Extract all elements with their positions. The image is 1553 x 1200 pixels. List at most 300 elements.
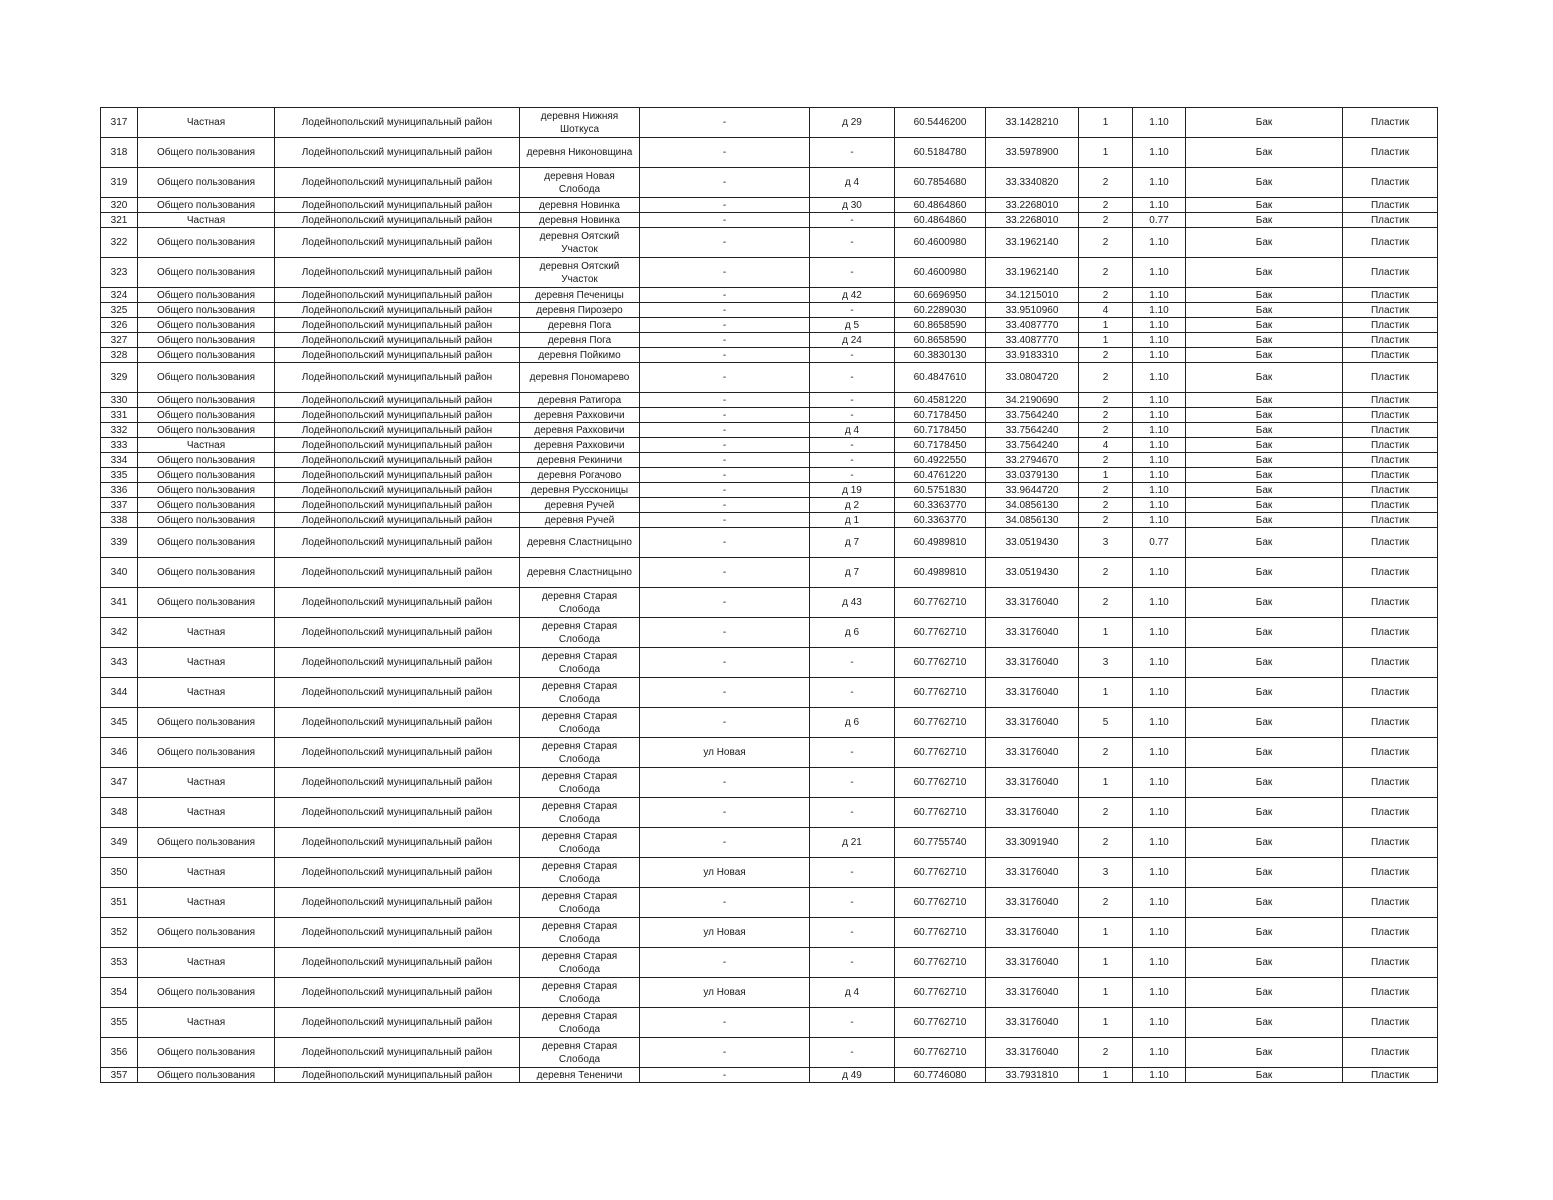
- container-volume-cell: 1.10: [1133, 453, 1186, 468]
- street-cell: -: [640, 333, 810, 348]
- container-type-cell: Бак: [1186, 228, 1343, 258]
- ownership-type-cell: Общего пользования: [138, 408, 275, 423]
- table-row: [101, 138, 1438, 168]
- house-cell: д 4: [810, 978, 895, 1008]
- container-material-cell: Пластик: [1343, 303, 1438, 318]
- container-volume-cell: 0.77: [1133, 213, 1186, 228]
- container-type-cell: Бак: [1186, 408, 1343, 423]
- container-type-cell: Бак: [1186, 888, 1343, 918]
- house-cell: д 1: [810, 513, 895, 528]
- container-type-cell: Бак: [1186, 363, 1343, 393]
- container-volume-cell: 1.10: [1133, 888, 1186, 918]
- row-number-cell: 344: [101, 678, 138, 708]
- ownership-type-cell: Частная: [138, 888, 275, 918]
- longitude-cell: 33.1428210: [986, 108, 1079, 138]
- house-cell: д 21: [810, 828, 895, 858]
- container-count-cell: 2: [1079, 363, 1133, 393]
- container-count-cell: 1: [1079, 138, 1133, 168]
- container-volume-cell: 1.10: [1133, 108, 1186, 138]
- table-row: [101, 108, 1438, 138]
- container-volume-cell: 1.10: [1133, 288, 1186, 303]
- container-count-cell: 2: [1079, 228, 1133, 258]
- settlement-cell: деревня Старая Слобода: [520, 738, 640, 768]
- container-material-cell: Пластик: [1343, 258, 1438, 288]
- row-number-cell: 357: [101, 1068, 138, 1083]
- latitude-cell: 60.7762710: [895, 798, 986, 828]
- row-number-cell: 333: [101, 438, 138, 453]
- row-number-cell: 355: [101, 1008, 138, 1038]
- house-cell: -: [810, 858, 895, 888]
- street-cell: -: [640, 828, 810, 858]
- street-cell: -: [640, 468, 810, 483]
- latitude-cell: 60.7854680: [895, 168, 986, 198]
- house-cell: д 24: [810, 333, 895, 348]
- settlement-cell: деревня Рекиничи: [520, 453, 640, 468]
- container-type-cell: Бак: [1186, 858, 1343, 888]
- ownership-type-cell: Общего пользования: [138, 513, 275, 528]
- latitude-cell: 60.7178450: [895, 423, 986, 438]
- ownership-type-cell: Общего пользования: [138, 258, 275, 288]
- container-volume-cell: 1.10: [1133, 363, 1186, 393]
- settlement-cell: деревня Рахковичи: [520, 438, 640, 453]
- house-cell: д 6: [810, 708, 895, 738]
- settlement-cell: деревня Ратигора: [520, 393, 640, 408]
- ownership-type-cell: Общего пользования: [138, 348, 275, 363]
- longitude-cell: 33.7564240: [986, 408, 1079, 423]
- row-number-cell: 351: [101, 888, 138, 918]
- district-cell: Лодейнопольский муниципальный район: [275, 528, 520, 558]
- longitude-cell: 33.2268010: [986, 213, 1079, 228]
- table-row: [101, 798, 1438, 828]
- container-type-cell: Бак: [1186, 588, 1343, 618]
- container-type-cell: Бак: [1186, 708, 1343, 738]
- latitude-cell: 60.7762710: [895, 618, 986, 648]
- row-number-cell: 338: [101, 513, 138, 528]
- container-volume-cell: 1.10: [1133, 918, 1186, 948]
- table-row: [101, 678, 1438, 708]
- longitude-cell: 33.3176040: [986, 858, 1079, 888]
- container-material-cell: Пластик: [1343, 948, 1438, 978]
- ownership-type-cell: Общего пользования: [138, 483, 275, 498]
- container-volume-cell: 1.10: [1133, 498, 1186, 513]
- row-number-cell: 334: [101, 453, 138, 468]
- street-cell: -: [640, 288, 810, 303]
- row-number-cell: 356: [101, 1038, 138, 1068]
- container-volume-cell: 1.10: [1133, 348, 1186, 363]
- container-count-cell: 1: [1079, 1008, 1133, 1038]
- street-cell: -: [640, 393, 810, 408]
- container-type-cell: Бак: [1186, 483, 1343, 498]
- district-cell: Лодейнопольский муниципальный район: [275, 228, 520, 258]
- table-row: [101, 198, 1438, 213]
- container-material-cell: Пластик: [1343, 738, 1438, 768]
- longitude-cell: 33.3176040: [986, 948, 1079, 978]
- settlement-cell: деревня Ручей: [520, 513, 640, 528]
- latitude-cell: 60.7178450: [895, 438, 986, 453]
- container-volume-cell: 1.10: [1133, 483, 1186, 498]
- container-count-cell: 2: [1079, 213, 1133, 228]
- container-type-cell: Бак: [1186, 1008, 1343, 1038]
- table-row: [101, 303, 1438, 318]
- container-material-cell: Пластик: [1343, 213, 1438, 228]
- container-material-cell: Пластик: [1343, 558, 1438, 588]
- container-type-cell: Бак: [1186, 738, 1343, 768]
- row-number-cell: 322: [101, 228, 138, 258]
- house-cell: -: [810, 768, 895, 798]
- house-cell: -: [810, 1008, 895, 1038]
- container-count-cell: 5: [1079, 708, 1133, 738]
- settlement-cell: деревня Тененичи: [520, 1068, 640, 1083]
- district-cell: Лодейнопольский муниципальный район: [275, 558, 520, 588]
- container-volume-cell: 1.10: [1133, 198, 1186, 213]
- street-cell: -: [640, 528, 810, 558]
- settlement-cell: деревня Старая Слобода: [520, 678, 640, 708]
- table-row: [101, 393, 1438, 408]
- container-volume-cell: 1.10: [1133, 558, 1186, 588]
- settlement-cell: деревня Пойкимо: [520, 348, 640, 363]
- table-row: [101, 918, 1438, 948]
- container-volume-cell: 1.10: [1133, 678, 1186, 708]
- row-number-cell: 353: [101, 948, 138, 978]
- table-row: [101, 528, 1438, 558]
- container-volume-cell: 0.77: [1133, 528, 1186, 558]
- longitude-cell: 33.2794670: [986, 453, 1079, 468]
- house-cell: д 49: [810, 1068, 895, 1083]
- street-cell: -: [640, 423, 810, 438]
- row-number-cell: 335: [101, 468, 138, 483]
- container-material-cell: Пластик: [1343, 363, 1438, 393]
- latitude-cell: 60.8658590: [895, 333, 986, 348]
- container-material-cell: Пластик: [1343, 678, 1438, 708]
- container-type-cell: Бак: [1186, 318, 1343, 333]
- container-volume-cell: 1.10: [1133, 258, 1186, 288]
- latitude-cell: 60.4600980: [895, 258, 986, 288]
- house-cell: -: [810, 648, 895, 678]
- street-cell: ул Новая: [640, 978, 810, 1008]
- container-volume-cell: 1.10: [1133, 408, 1186, 423]
- container-material-cell: Пластик: [1343, 288, 1438, 303]
- container-type-cell: Бак: [1186, 618, 1343, 648]
- district-cell: Лодейнопольский муниципальный район: [275, 423, 520, 438]
- container-type-cell: Бак: [1186, 258, 1343, 288]
- container-volume-cell: 1.10: [1133, 828, 1186, 858]
- table-row: [101, 978, 1438, 1008]
- settlement-cell: деревня Рогачово: [520, 468, 640, 483]
- table-row: [101, 888, 1438, 918]
- house-cell: -: [810, 948, 895, 978]
- longitude-cell: 33.3176040: [986, 888, 1079, 918]
- container-type-cell: Бак: [1186, 168, 1343, 198]
- table-row: [101, 588, 1438, 618]
- container-material-cell: Пластик: [1343, 408, 1438, 423]
- container-count-cell: 2: [1079, 483, 1133, 498]
- street-cell: ул Новая: [640, 858, 810, 888]
- container-type-cell: Бак: [1186, 348, 1343, 363]
- row-number-cell: 340: [101, 558, 138, 588]
- district-cell: Лодейнопольский муниципальный район: [275, 678, 520, 708]
- container-material-cell: Пластик: [1343, 918, 1438, 948]
- container-type-cell: Бак: [1186, 768, 1343, 798]
- house-cell: -: [810, 363, 895, 393]
- container-count-cell: 1: [1079, 678, 1133, 708]
- container-count-cell: 1: [1079, 468, 1133, 483]
- table-row: [101, 408, 1438, 423]
- ownership-type-cell: Общего пользования: [138, 978, 275, 1008]
- latitude-cell: 60.4864860: [895, 213, 986, 228]
- settlement-cell: деревня Рахковичи: [520, 423, 640, 438]
- latitude-cell: 60.4761220: [895, 468, 986, 483]
- longitude-cell: 33.3176040: [986, 918, 1079, 948]
- street-cell: -: [640, 483, 810, 498]
- table-row: [101, 828, 1438, 858]
- street-cell: -: [640, 408, 810, 423]
- row-number-cell: 327: [101, 333, 138, 348]
- container-count-cell: 2: [1079, 513, 1133, 528]
- container-count-cell: 2: [1079, 258, 1133, 288]
- row-number-cell: 331: [101, 408, 138, 423]
- ownership-type-cell: Частная: [138, 108, 275, 138]
- latitude-cell: 60.7762710: [895, 738, 986, 768]
- container-count-cell: 1: [1079, 1068, 1133, 1083]
- container-count-cell: 4: [1079, 303, 1133, 318]
- table-row: [101, 423, 1438, 438]
- container-material-cell: Пластик: [1343, 858, 1438, 888]
- latitude-cell: 60.3363770: [895, 513, 986, 528]
- latitude-cell: 60.5751830: [895, 483, 986, 498]
- street-cell: -: [640, 498, 810, 513]
- house-cell: д 30: [810, 198, 895, 213]
- street-cell: -: [640, 588, 810, 618]
- container-material-cell: Пластик: [1343, 528, 1438, 558]
- container-volume-cell: 1.10: [1133, 318, 1186, 333]
- container-count-cell: 1: [1079, 318, 1133, 333]
- house-cell: -: [810, 888, 895, 918]
- latitude-cell: 60.4864860: [895, 198, 986, 213]
- ownership-type-cell: Общего пользования: [138, 468, 275, 483]
- container-type-cell: Бак: [1186, 108, 1343, 138]
- row-number-cell: 343: [101, 648, 138, 678]
- longitude-cell: 34.1215010: [986, 288, 1079, 303]
- longitude-cell: 34.0856130: [986, 513, 1079, 528]
- longitude-cell: 33.3176040: [986, 588, 1079, 618]
- ownership-type-cell: Общего пользования: [138, 288, 275, 303]
- ownership-type-cell: Общего пользования: [138, 498, 275, 513]
- ownership-type-cell: Частная: [138, 768, 275, 798]
- settlement-cell: деревня Старая Слобода: [520, 1038, 640, 1068]
- house-cell: д 42: [810, 288, 895, 303]
- ownership-type-cell: Общего пользования: [138, 1068, 275, 1083]
- house-cell: д 7: [810, 528, 895, 558]
- street-cell: -: [640, 768, 810, 798]
- container-type-cell: Бак: [1186, 303, 1343, 318]
- house-cell: д 7: [810, 558, 895, 588]
- longitude-cell: 33.3091940: [986, 828, 1079, 858]
- row-number-cell: 319: [101, 168, 138, 198]
- row-number-cell: 317: [101, 108, 138, 138]
- longitude-cell: 33.3176040: [986, 978, 1079, 1008]
- container-volume-cell: 1.10: [1133, 738, 1186, 768]
- container-material-cell: Пластик: [1343, 588, 1438, 618]
- container-material-cell: Пластик: [1343, 498, 1438, 513]
- container-type-cell: Бак: [1186, 918, 1343, 948]
- settlement-cell: деревня Старая Слобода: [520, 768, 640, 798]
- longitude-cell: 33.3176040: [986, 768, 1079, 798]
- district-cell: Лодейнопольский муниципальный район: [275, 798, 520, 828]
- container-material-cell: Пластик: [1343, 768, 1438, 798]
- row-number-cell: 332: [101, 423, 138, 438]
- container-type-cell: Бак: [1186, 468, 1343, 483]
- registry-table: [100, 107, 1438, 1083]
- container-material-cell: Пластик: [1343, 108, 1438, 138]
- container-type-cell: Бак: [1186, 1038, 1343, 1068]
- container-material-cell: Пластик: [1343, 888, 1438, 918]
- row-number-cell: 354: [101, 978, 138, 1008]
- settlement-cell: деревня Старая Слобода: [520, 648, 640, 678]
- container-volume-cell: 1.10: [1133, 228, 1186, 258]
- table-row: [101, 618, 1438, 648]
- longitude-cell: 34.2190690: [986, 393, 1079, 408]
- settlement-cell: деревня Старая Слобода: [520, 948, 640, 978]
- district-cell: Лодейнопольский муниципальный район: [275, 948, 520, 978]
- latitude-cell: 60.4989810: [895, 558, 986, 588]
- ownership-type-cell: Общего пользования: [138, 228, 275, 258]
- container-volume-cell: 1.10: [1133, 618, 1186, 648]
- container-count-cell: 2: [1079, 288, 1133, 303]
- container-type-cell: Бак: [1186, 1068, 1343, 1083]
- container-material-cell: Пластик: [1343, 828, 1438, 858]
- longitude-cell: 33.9183310: [986, 348, 1079, 363]
- row-number-cell: 330: [101, 393, 138, 408]
- row-number-cell: 337: [101, 498, 138, 513]
- district-cell: Лодейнопольский муниципальный район: [275, 918, 520, 948]
- table-row: [101, 513, 1438, 528]
- house-cell: д 29: [810, 108, 895, 138]
- container-volume-cell: 1.10: [1133, 423, 1186, 438]
- district-cell: Лодейнопольский муниципальный район: [275, 1008, 520, 1038]
- table-row: [101, 468, 1438, 483]
- ownership-type-cell: Общего пользования: [138, 198, 275, 213]
- house-cell: д 43: [810, 588, 895, 618]
- container-count-cell: 2: [1079, 393, 1133, 408]
- container-material-cell: Пластик: [1343, 648, 1438, 678]
- container-count-cell: 4: [1079, 438, 1133, 453]
- street-cell: -: [640, 138, 810, 168]
- street-cell: -: [640, 1038, 810, 1068]
- latitude-cell: 60.7762710: [895, 768, 986, 798]
- settlement-cell: деревня Оятский Участок: [520, 258, 640, 288]
- street-cell: -: [640, 798, 810, 828]
- container-count-cell: 2: [1079, 423, 1133, 438]
- row-number-cell: 328: [101, 348, 138, 363]
- ownership-type-cell: Частная: [138, 948, 275, 978]
- latitude-cell: 60.7762710: [895, 648, 986, 678]
- district-cell: Лодейнопольский муниципальный район: [275, 888, 520, 918]
- settlement-cell: деревня Старая Слобода: [520, 618, 640, 648]
- street-cell: -: [640, 888, 810, 918]
- ownership-type-cell: Общего пользования: [138, 918, 275, 948]
- settlement-cell: деревня Старая Слобода: [520, 798, 640, 828]
- container-type-cell: Бак: [1186, 948, 1343, 978]
- district-cell: Лодейнопольский муниципальный район: [275, 513, 520, 528]
- container-material-cell: Пластик: [1343, 198, 1438, 213]
- container-count-cell: 2: [1079, 888, 1133, 918]
- container-volume-cell: 1.10: [1133, 648, 1186, 678]
- district-cell: Лодейнопольский муниципальный район: [275, 768, 520, 798]
- district-cell: Лодейнопольский муниципальный район: [275, 1038, 520, 1068]
- ownership-type-cell: Частная: [138, 618, 275, 648]
- ownership-type-cell: Общего пользования: [138, 333, 275, 348]
- longitude-cell: 33.3176040: [986, 618, 1079, 648]
- container-volume-cell: 1.10: [1133, 393, 1186, 408]
- settlement-cell: деревня Старая Слобода: [520, 708, 640, 738]
- container-count-cell: 1: [1079, 618, 1133, 648]
- container-type-cell: Бак: [1186, 393, 1343, 408]
- container-count-cell: 2: [1079, 738, 1133, 768]
- longitude-cell: 33.2268010: [986, 198, 1079, 213]
- container-material-cell: Пластик: [1343, 468, 1438, 483]
- ownership-type-cell: Общего пользования: [138, 738, 275, 768]
- street-cell: -: [640, 558, 810, 588]
- district-cell: Лодейнопольский муниципальный район: [275, 318, 520, 333]
- longitude-cell: 33.0519430: [986, 558, 1079, 588]
- longitude-cell: 33.5978900: [986, 138, 1079, 168]
- district-cell: Лодейнопольский муниципальный район: [275, 588, 520, 618]
- settlement-cell: деревня Новая Слобода: [520, 168, 640, 198]
- container-type-cell: Бак: [1186, 498, 1343, 513]
- container-type-cell: Бак: [1186, 213, 1343, 228]
- container-material-cell: Пластик: [1343, 168, 1438, 198]
- longitude-cell: 33.0379130: [986, 468, 1079, 483]
- district-cell: Лодейнопольский муниципальный район: [275, 858, 520, 888]
- container-count-cell: 2: [1079, 453, 1133, 468]
- container-count-cell: 3: [1079, 528, 1133, 558]
- container-type-cell: Бак: [1186, 528, 1343, 558]
- container-count-cell: 1: [1079, 978, 1133, 1008]
- table-row: [101, 648, 1438, 678]
- district-cell: Лодейнопольский муниципальный район: [275, 978, 520, 1008]
- container-material-cell: Пластик: [1343, 708, 1438, 738]
- district-cell: Лодейнопольский муниципальный район: [275, 828, 520, 858]
- house-cell: д 2: [810, 498, 895, 513]
- district-cell: Лодейнопольский муниципальный район: [275, 648, 520, 678]
- longitude-cell: 33.3176040: [986, 1008, 1079, 1038]
- longitude-cell: 33.4087770: [986, 333, 1079, 348]
- latitude-cell: 60.5184780: [895, 138, 986, 168]
- ownership-type-cell: Частная: [138, 213, 275, 228]
- row-number-cell: 342: [101, 618, 138, 648]
- latitude-cell: 60.7178450: [895, 408, 986, 423]
- container-material-cell: Пластик: [1343, 513, 1438, 528]
- district-cell: Лодейнопольский муниципальный район: [275, 618, 520, 648]
- row-number-cell: 347: [101, 768, 138, 798]
- container-volume-cell: 1.10: [1133, 708, 1186, 738]
- row-number-cell: 348: [101, 798, 138, 828]
- settlement-cell: деревня Оятский Участок: [520, 228, 640, 258]
- container-type-cell: Бак: [1186, 288, 1343, 303]
- street-cell: -: [640, 438, 810, 453]
- container-volume-cell: 1.10: [1133, 168, 1186, 198]
- table-row: [101, 1008, 1438, 1038]
- house-cell: -: [810, 213, 895, 228]
- table-row: [101, 363, 1438, 393]
- container-type-cell: Бак: [1186, 678, 1343, 708]
- street-cell: -: [640, 1008, 810, 1038]
- table-row: [101, 708, 1438, 738]
- district-cell: Лодейнопольский муниципальный район: [275, 498, 520, 513]
- ownership-type-cell: Общего пользования: [138, 303, 275, 318]
- table-row: [101, 213, 1438, 228]
- street-cell: -: [640, 453, 810, 468]
